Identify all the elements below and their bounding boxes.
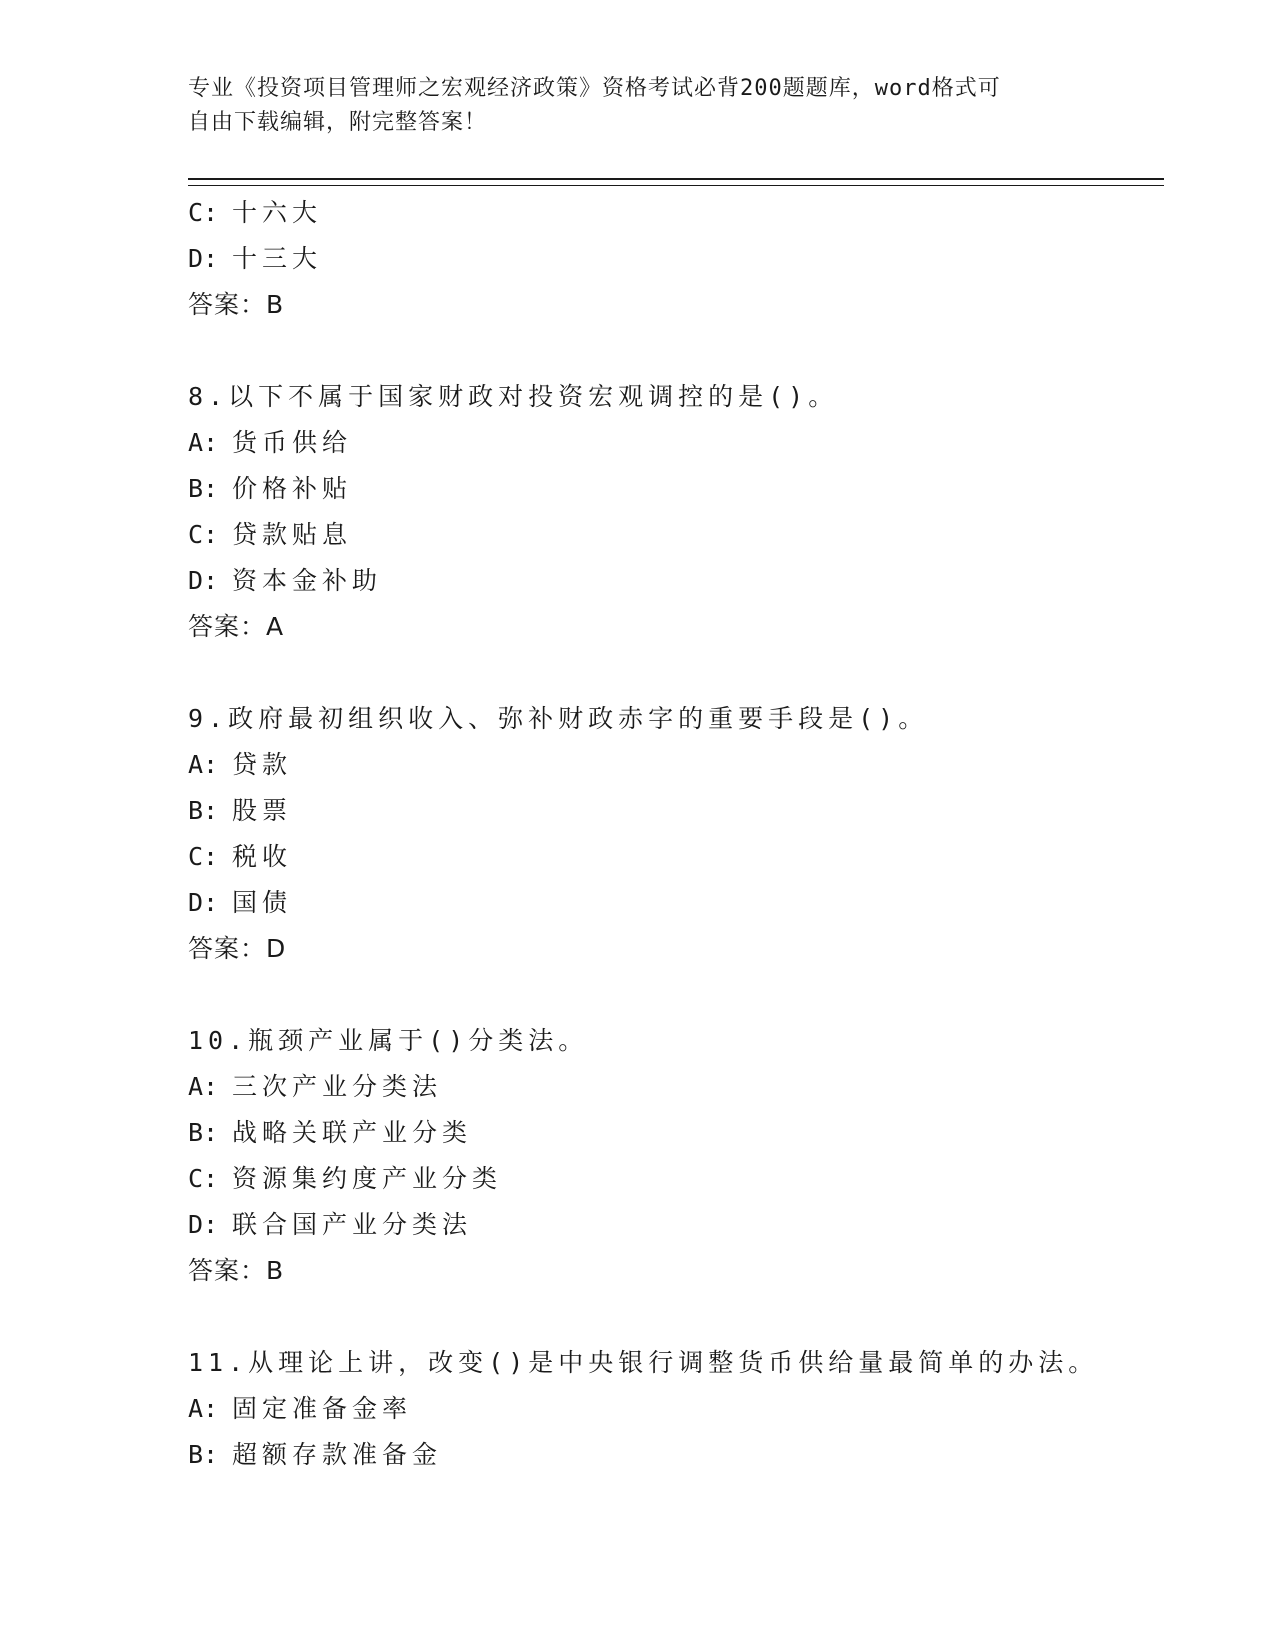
option-line <box>188 1202 1164 1248</box>
option-line <box>188 834 1164 880</box>
option-key: D: <box>188 888 219 917</box>
option-text: 超额存款准备金 <box>232 1440 443 1469</box>
option-text: 战略关联产业分类 <box>232 1118 473 1147</box>
answer-line: 答案：A <box>188 612 285 641</box>
spacer <box>188 328 1164 374</box>
option-text: 十三大 <box>232 244 323 273</box>
option-key: C: <box>188 198 219 227</box>
option-line <box>188 190 1164 236</box>
option-line <box>188 1432 1164 1478</box>
option-line <box>188 466 1164 512</box>
option-line <box>188 420 1164 466</box>
option-line <box>188 1156 1164 1202</box>
option-key: A: <box>188 1394 219 1423</box>
document-header <box>188 72 1088 140</box>
option-key: C: <box>188 1164 219 1193</box>
option-text: 资本金补助 <box>232 566 383 595</box>
answer-line: 答案：B <box>188 290 285 319</box>
option-text: 货币供给 <box>232 428 353 457</box>
option-key: B: <box>188 796 219 825</box>
option-text: 国债 <box>232 888 293 917</box>
header-rule <box>188 178 1164 186</box>
option-key: B: <box>188 474 219 503</box>
spacer <box>188 972 1164 1018</box>
question-list <box>188 190 1164 1478</box>
option-text: 十六大 <box>232 198 323 227</box>
question-stem: 8.以下不属于国家财政对投资宏观调控的是()。 <box>188 382 839 411</box>
option-key: B: <box>188 1118 219 1147</box>
header-line-1: 专业《投资项目管理师之宏观经济政策》资格考试必背200题题库，word格式可 <box>188 76 1001 101</box>
option-line <box>188 1110 1164 1156</box>
option-text: 价格补贴 <box>232 474 353 503</box>
option-text: 贷款贴息 <box>232 520 353 549</box>
option-line <box>188 558 1164 604</box>
option-line <box>188 236 1164 282</box>
option-text: 税收 <box>232 842 293 871</box>
option-line <box>188 1064 1164 1110</box>
spacer <box>188 650 1164 696</box>
option-line <box>188 1386 1164 1432</box>
answer-line: 答案：B <box>188 1256 285 1285</box>
option-key: B: <box>188 1440 219 1469</box>
question-stem: 9.政府最初组织收入、弥补财政赤字的重要手段是()。 <box>188 704 929 733</box>
option-key: A: <box>188 428 219 457</box>
option-key: C: <box>188 842 219 871</box>
option-line <box>188 742 1164 788</box>
option-line <box>188 880 1164 926</box>
question-stem: 10.瓶颈产业属于()分类法。 <box>188 1026 589 1055</box>
option-key: D: <box>188 1210 219 1239</box>
option-text: 贷款 <box>232 750 293 779</box>
spacer <box>188 1294 1164 1340</box>
answer-line: 答案：D <box>188 934 287 963</box>
option-text: 三次产业分类法 <box>232 1072 443 1101</box>
option-key: D: <box>188 244 219 273</box>
question-stem: 11.从理论上讲，改变()是中央银行调整货币供给量最简单的办法。 <box>188 1348 1099 1377</box>
option-text: 资源集约度产业分类 <box>232 1164 503 1193</box>
option-key: C: <box>188 520 219 549</box>
option-line <box>188 788 1164 834</box>
option-key: A: <box>188 750 219 779</box>
option-key: A: <box>188 1072 219 1101</box>
option-text: 固定准备金率 <box>232 1394 413 1423</box>
option-text: 联合国产业分类法 <box>232 1210 473 1239</box>
option-line <box>188 512 1164 558</box>
header-line-2: 自由下载编辑，附完整答案！ <box>188 110 488 135</box>
option-key: D: <box>188 566 219 595</box>
option-text: 股票 <box>232 796 293 825</box>
